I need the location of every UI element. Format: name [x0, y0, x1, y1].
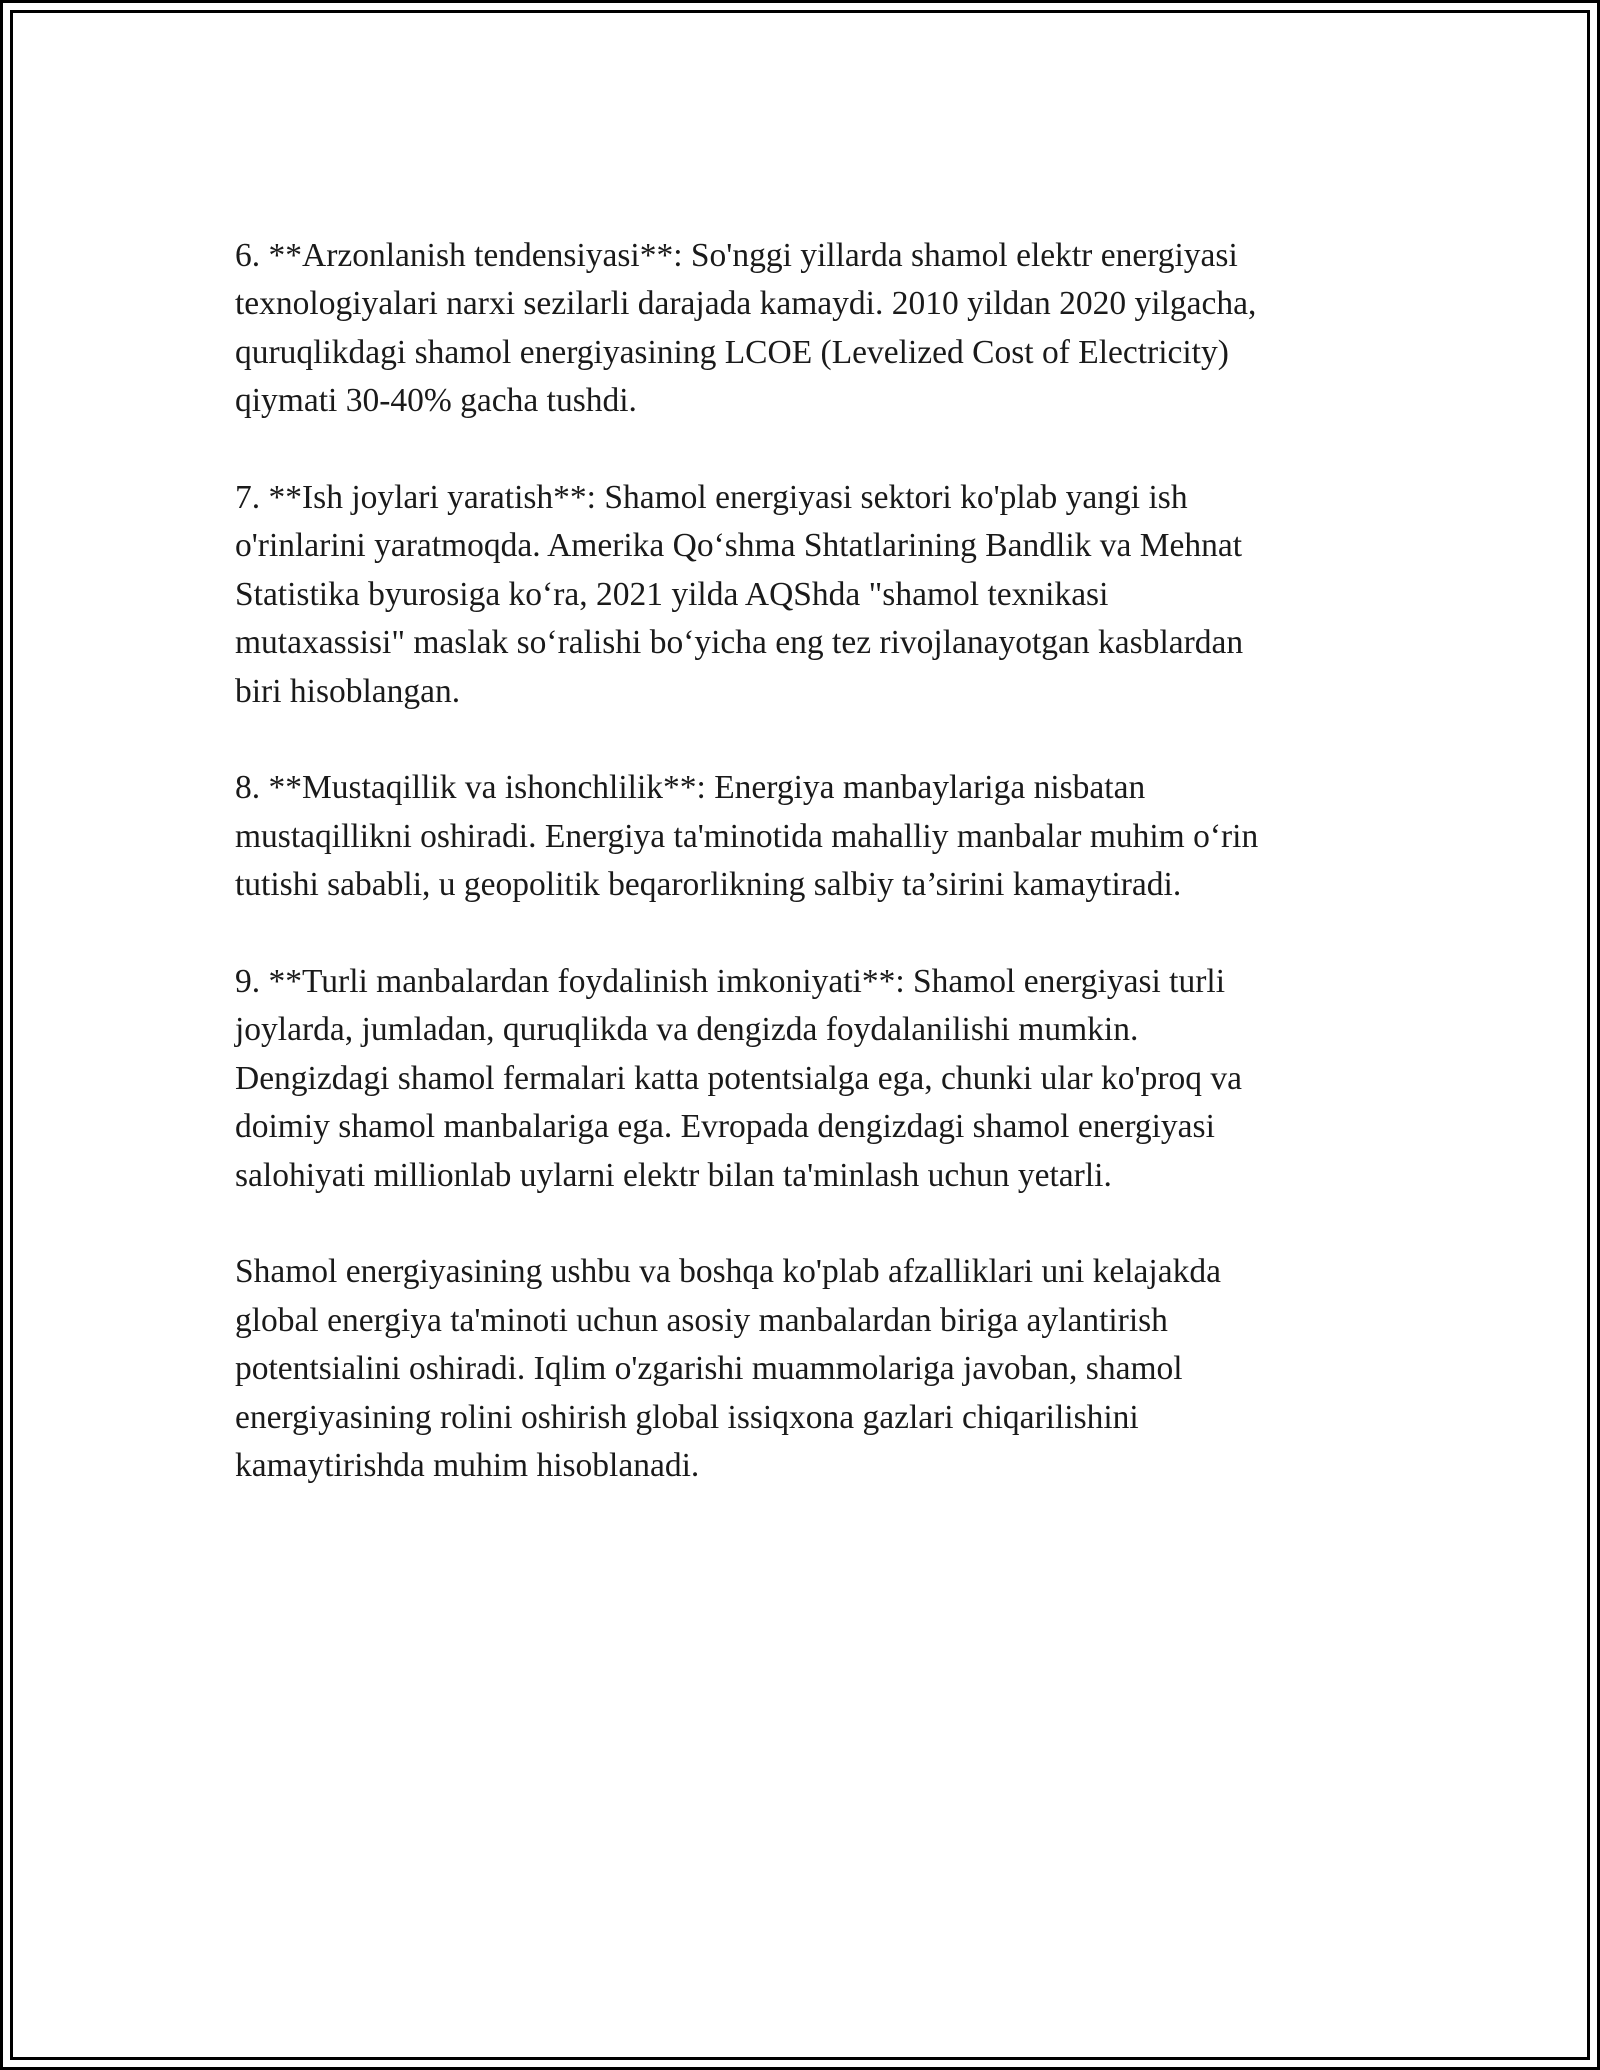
paragraph-independence: 8. **Mustaqillik va ishonchlilik**: Energiya manbaylariga nisbatan mustaqillikni oshiradi. Energiya ta'minotida mahalliy manbalar muhim o‘rin tutishi sababli, u geopolitik beqarorlikning salbiy ta’sirini kamaytiradi.: [235, 769, 1259, 904]
paragraph-cost-trend: 6. **Arzonlanish tendensiyasi**: So'nggi yillarda shamol elektr energiyasi texnologiyalari narxi sezilarli darajada kamaydi. 2010 yildan 2020 yilgacha, quruqlikdagi shamol energiyasining LCOE (Levelized Cost of Electricity) qiymati 30-40% gacha tushdi.: [235, 237, 1257, 420]
paragraph-diverse-sources: 9. **Turli manbalardan foydalinish imkoniyati**: Shamol energiyasi turli joylarda, jumladan, quruqlikda va dengizda foydalanilishi mumkin. Dengizdagi shamol fermalari katta potentsialga ega, chunki ular ko'proq va doimiy shamol manbalariga ega. Evropada dengizdagi shamol energiyasi salohiyati millionlab uylarni elektr bilan ta'minlash uchun yetarli.: [235, 963, 1242, 1194]
paragraph-conclusion: Shamol energiyasining ushbu va boshqa ko'plab afzalliklari uni kelajakda global energiya ta'minoti uchun asosiy manbalardan biriga aylantirish potentsialini oshiradi. Iqlim o'zgarishi muammolariga javoban, shamol energiyasining rolini oshirish global issiqxona gazlari chiqarilishini kamaytirishda muhim hisoblanadi.: [235, 1253, 1221, 1485]
document-body: [235, 232, 1385, 1491]
paragraph-job-creation: 7. **Ish joylari yaratish**: Shamol energiyasi sektori ko'plab yangi ish o'rinlarini yaratmoqda. Amerika Qo‘shma Shtatlarining Bandlik va Mehnat Statistika byurosiga ko‘ra, 2021 yilda AQShda "shamol texnikasi mutaxassisi" maslak so‘ralishi bo‘yicha eng tez rivojlanayotgan kasblardan biri hisoblangan.: [235, 479, 1244, 710]
